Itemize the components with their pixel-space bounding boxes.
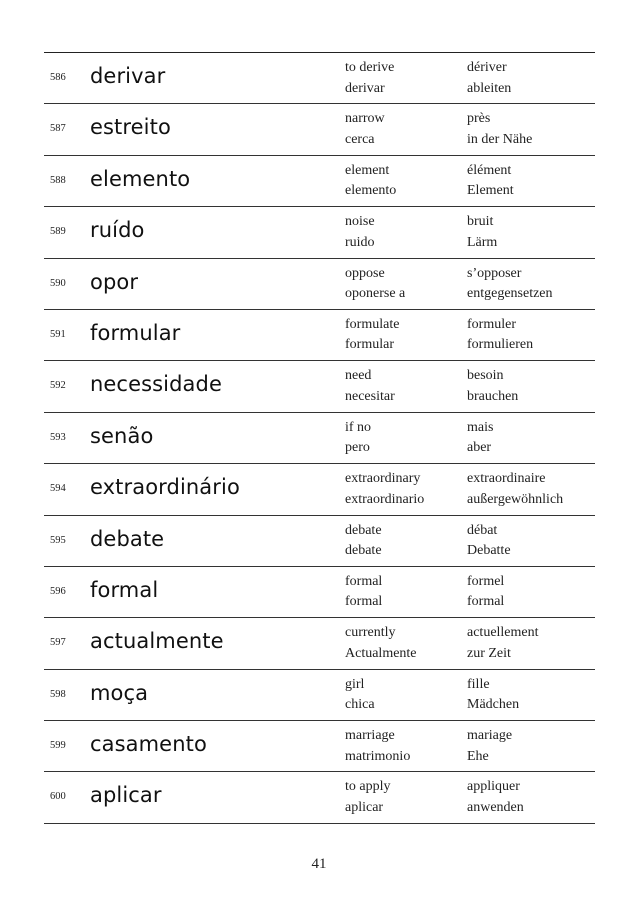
table-row — [44, 207, 595, 258]
english-spanish-column — [345, 418, 371, 459]
spanish-translation: debate — [345, 543, 382, 559]
entry-number: 588 — [50, 174, 66, 186]
portuguese-word: opor — [90, 269, 139, 294]
entry-number: 597 — [50, 637, 66, 649]
french-german-column — [467, 521, 511, 562]
entry-number: 599 — [50, 740, 66, 752]
portuguese-word: derivar — [90, 64, 166, 88]
french-german-column — [467, 366, 518, 407]
french-german-column — [467, 572, 504, 613]
english-translation: noise — [345, 214, 375, 230]
french-german-column — [467, 777, 524, 818]
english-spanish-column — [345, 777, 391, 818]
spanish-translation: Actualmente — [345, 645, 417, 661]
table-row — [44, 721, 595, 772]
german-translation: aber — [467, 440, 492, 456]
english-translation: if no — [345, 419, 372, 435]
english-translation: to derive — [345, 60, 395, 75]
french-german-column — [467, 418, 493, 459]
french-german-column — [467, 264, 553, 305]
spanish-translation: necesitar — [345, 388, 395, 404]
portuguese-word: formal — [90, 577, 159, 602]
spanish-translation: aplicar — [345, 799, 384, 815]
french-translation: s’opposer — [467, 265, 522, 281]
french-translation: débat — [467, 522, 498, 538]
french-translation: actuellement — [467, 625, 539, 641]
english-translation: element — [345, 162, 390, 178]
german-translation: zur Zeit — [467, 645, 511, 661]
portuguese-word: casamento — [90, 732, 207, 757]
german-translation: Lärm — [467, 234, 498, 250]
french-translation: bruit — [467, 214, 494, 230]
english-spanish-column — [345, 58, 394, 99]
spanish-translation: ruido — [345, 234, 375, 250]
spanish-translation: elemento — [345, 183, 397, 199]
table-row — [44, 53, 595, 104]
vocabulary-table — [44, 52, 595, 824]
spanish-translation: matrimonio — [345, 748, 411, 764]
portuguese-word: estreito — [90, 115, 171, 140]
english-spanish-column — [345, 469, 424, 510]
english-spanish-column — [345, 572, 382, 613]
german-translation: in der Nähe — [467, 131, 533, 147]
french-german-column — [467, 58, 511, 99]
entry-number: 596 — [50, 585, 66, 597]
english-translation: formal — [345, 573, 383, 589]
table-row — [44, 361, 595, 412]
french-translation: formel — [467, 573, 505, 589]
entry-number: 600 — [50, 791, 66, 803]
entry-number: 587 — [50, 123, 66, 135]
portuguese-word: necessidade — [90, 372, 222, 397]
english-spanish-column — [345, 726, 410, 767]
spanish-translation: pero — [345, 440, 370, 456]
french-translation: élément — [467, 162, 512, 178]
portuguese-word: elemento — [90, 166, 191, 191]
german-translation: entgegensetzen — [467, 286, 553, 302]
german-translation: Ehe — [467, 748, 489, 764]
table-row — [44, 310, 595, 361]
german-translation: anwenden — [467, 799, 524, 815]
german-translation: Mädchen — [467, 697, 520, 713]
entry-number: 591 — [50, 328, 66, 340]
english-translation: currently — [345, 625, 396, 641]
french-translation: dériver — [467, 60, 507, 75]
english-spanish-column — [345, 521, 382, 562]
english-spanish-column — [345, 161, 396, 202]
spanish-translation: formal — [345, 594, 383, 610]
german-translation: formulieren — [467, 337, 534, 353]
portuguese-word: debate — [90, 526, 165, 551]
french-german-column — [467, 161, 514, 202]
spanish-translation: extraordinario — [345, 491, 425, 507]
table-row — [44, 104, 595, 155]
french-translation: fille — [467, 676, 490, 692]
table-row — [44, 618, 595, 669]
english-spanish-column — [345, 366, 395, 407]
entry-number: 593 — [50, 431, 66, 443]
french-translation: mariage — [467, 728, 513, 744]
french-german-column — [467, 469, 563, 510]
english-translation: formulate — [345, 316, 400, 332]
spanish-translation: formular — [345, 337, 394, 353]
spanish-translation: derivar — [345, 80, 385, 96]
french-german-column — [467, 315, 533, 356]
table-row — [44, 516, 595, 567]
entry-number: 589 — [50, 226, 66, 238]
french-german-column — [467, 675, 519, 716]
french-translation: mais — [467, 419, 494, 435]
entry-number: 598 — [50, 688, 66, 700]
german-translation: Debatte — [467, 543, 511, 559]
entry-number: 594 — [50, 483, 66, 495]
portuguese-word: ruído — [90, 218, 145, 243]
english-spanish-column — [345, 109, 385, 150]
english-spanish-column — [345, 315, 399, 356]
english-translation: narrow — [345, 111, 385, 127]
english-translation: extraordinary — [345, 471, 421, 487]
german-translation: formal — [467, 594, 505, 610]
english-spanish-column — [345, 264, 405, 305]
portuguese-word: formular — [90, 320, 181, 345]
english-translation: debate — [345, 522, 382, 538]
table-row — [44, 567, 595, 618]
french-german-column — [467, 212, 497, 253]
english-spanish-column — [345, 212, 375, 253]
german-translation: Element — [467, 183, 514, 199]
english-translation: girl — [345, 676, 365, 692]
portuguese-word: moça — [90, 680, 149, 705]
spanish-translation: cerca — [345, 131, 375, 147]
entry-number: 586 — [50, 72, 66, 83]
table-row — [44, 772, 595, 823]
english-translation: to apply — [345, 779, 391, 795]
german-translation: brauchen — [467, 388, 519, 404]
table-row — [44, 259, 595, 310]
english-spanish-column — [345, 675, 375, 716]
page-number: 41 — [311, 856, 327, 872]
french-translation: besoin — [467, 368, 504, 384]
french-translation: près — [467, 111, 491, 127]
french-german-column — [467, 726, 512, 767]
table-row — [44, 464, 595, 515]
portuguese-word: actualmente — [90, 629, 224, 654]
english-translation: marriage — [345, 728, 395, 744]
french-german-column — [467, 623, 539, 664]
table-row — [44, 670, 595, 721]
portuguese-word: aplicar — [90, 783, 162, 808]
french-german-column — [467, 109, 532, 150]
english-translation: oppose — [345, 265, 385, 281]
portuguese-word: senão — [90, 423, 154, 448]
french-translation: formuler — [467, 316, 516, 332]
table-row — [44, 156, 595, 207]
entry-number: 590 — [50, 277, 66, 289]
french-translation: extraordinaire — [467, 471, 546, 487]
entry-number: 592 — [50, 380, 66, 392]
table-row — [44, 413, 595, 464]
entry-number: 595 — [50, 534, 66, 546]
spanish-translation: oponerse a — [345, 286, 406, 302]
german-translation: außergewöhnlich — [467, 491, 564, 507]
english-translation: need — [345, 368, 372, 384]
english-spanish-column — [345, 623, 417, 664]
portuguese-word: extraordinário — [90, 475, 240, 500]
spanish-translation: chica — [345, 697, 375, 713]
german-translation: ableiten — [467, 80, 512, 96]
french-translation: appliquer — [467, 779, 520, 795]
